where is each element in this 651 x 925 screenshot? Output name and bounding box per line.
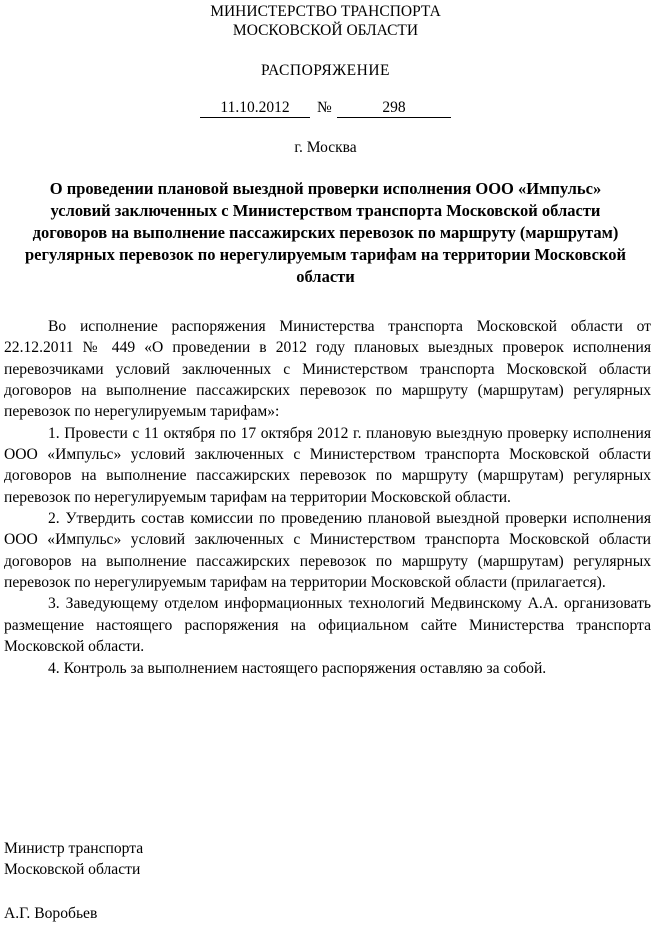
intro-paragraph: Во исполнение распоряжения Министерства транспорта Московской области от 22.12.2011 № 449 «О проведении в 2012 году плановых выездных проверок исполнения перевозчиками условий заключенных с Министерством транспорта Московской области договоров на выполнение пассажирских перевозок по маршруту (маршрутам) регулярных перевозок по нерегулируемым тарифам»: <box>4 318 651 421</box>
document-date: 11.10.2012 <box>200 98 310 118</box>
order-item-4: 4. Контроль за выполнением настоящего распоряжения оставляю за собой. <box>48 659 547 677</box>
number-sign: № <box>317 99 332 116</box>
ministry-region: МОСКОВСКОЙ ОБЛАСТИ <box>232 22 419 39</box>
signer-position-line2: Московской области <box>4 861 141 878</box>
signer-position-line1: Министр транспорта <box>4 840 144 857</box>
date-number-row <box>0 98 651 122</box>
document-body <box>4 316 651 679</box>
document-city: г. Москва <box>294 139 357 156</box>
order-item-3: 3. Заведующему отделом информационных технологий Медвинскому А.А. организовать размещение настоящего распоряжения на официальном сайте Министерства транспорта Московской области. <box>4 595 651 656</box>
document-number: 298 <box>337 98 451 118</box>
ministry-name: МИНИСТЕРСТВО ТРАНСПОРТА <box>210 3 441 20</box>
document-title: О проведении плановой выездной проверки исполнения ООО «Импульс» условий заключенных с Министерством транспорта Московской области договоров на выполнение пассажирских перевозок по маршруту (маршрутам) регулярных перевозок по нерегулируемым тарифам на территории Московской области <box>24 179 626 286</box>
order-item-1: 1. Провести с 11 октября по 17 октября 2012 г. плановую выездную проверку исполнения ООО «Импульс» условий заключенных с Министерством транспорта Московской области договоров на выполнение пассажирских перевозок по маршруту (маршрутам) регулярных перевозок по нерегулируемым тарифам на территории Московской области. <box>4 424 651 506</box>
order-item-2: 2. Утвердить состав комиссии по проведению плановой выездной проверки исполнения ООО «Импульс» условий заключенных с Министерством транспорта Московской области договоров на выполнение пассажирских перевозок по маршруту (маршрутам) регулярных перевозок по нерегулируемым тарифам на территории Московской области (прилагается). <box>4 510 651 592</box>
document-type: РАСПОРЯЖЕНИЕ <box>261 62 390 79</box>
signer-name: А.Г. Воробьев <box>4 905 98 922</box>
